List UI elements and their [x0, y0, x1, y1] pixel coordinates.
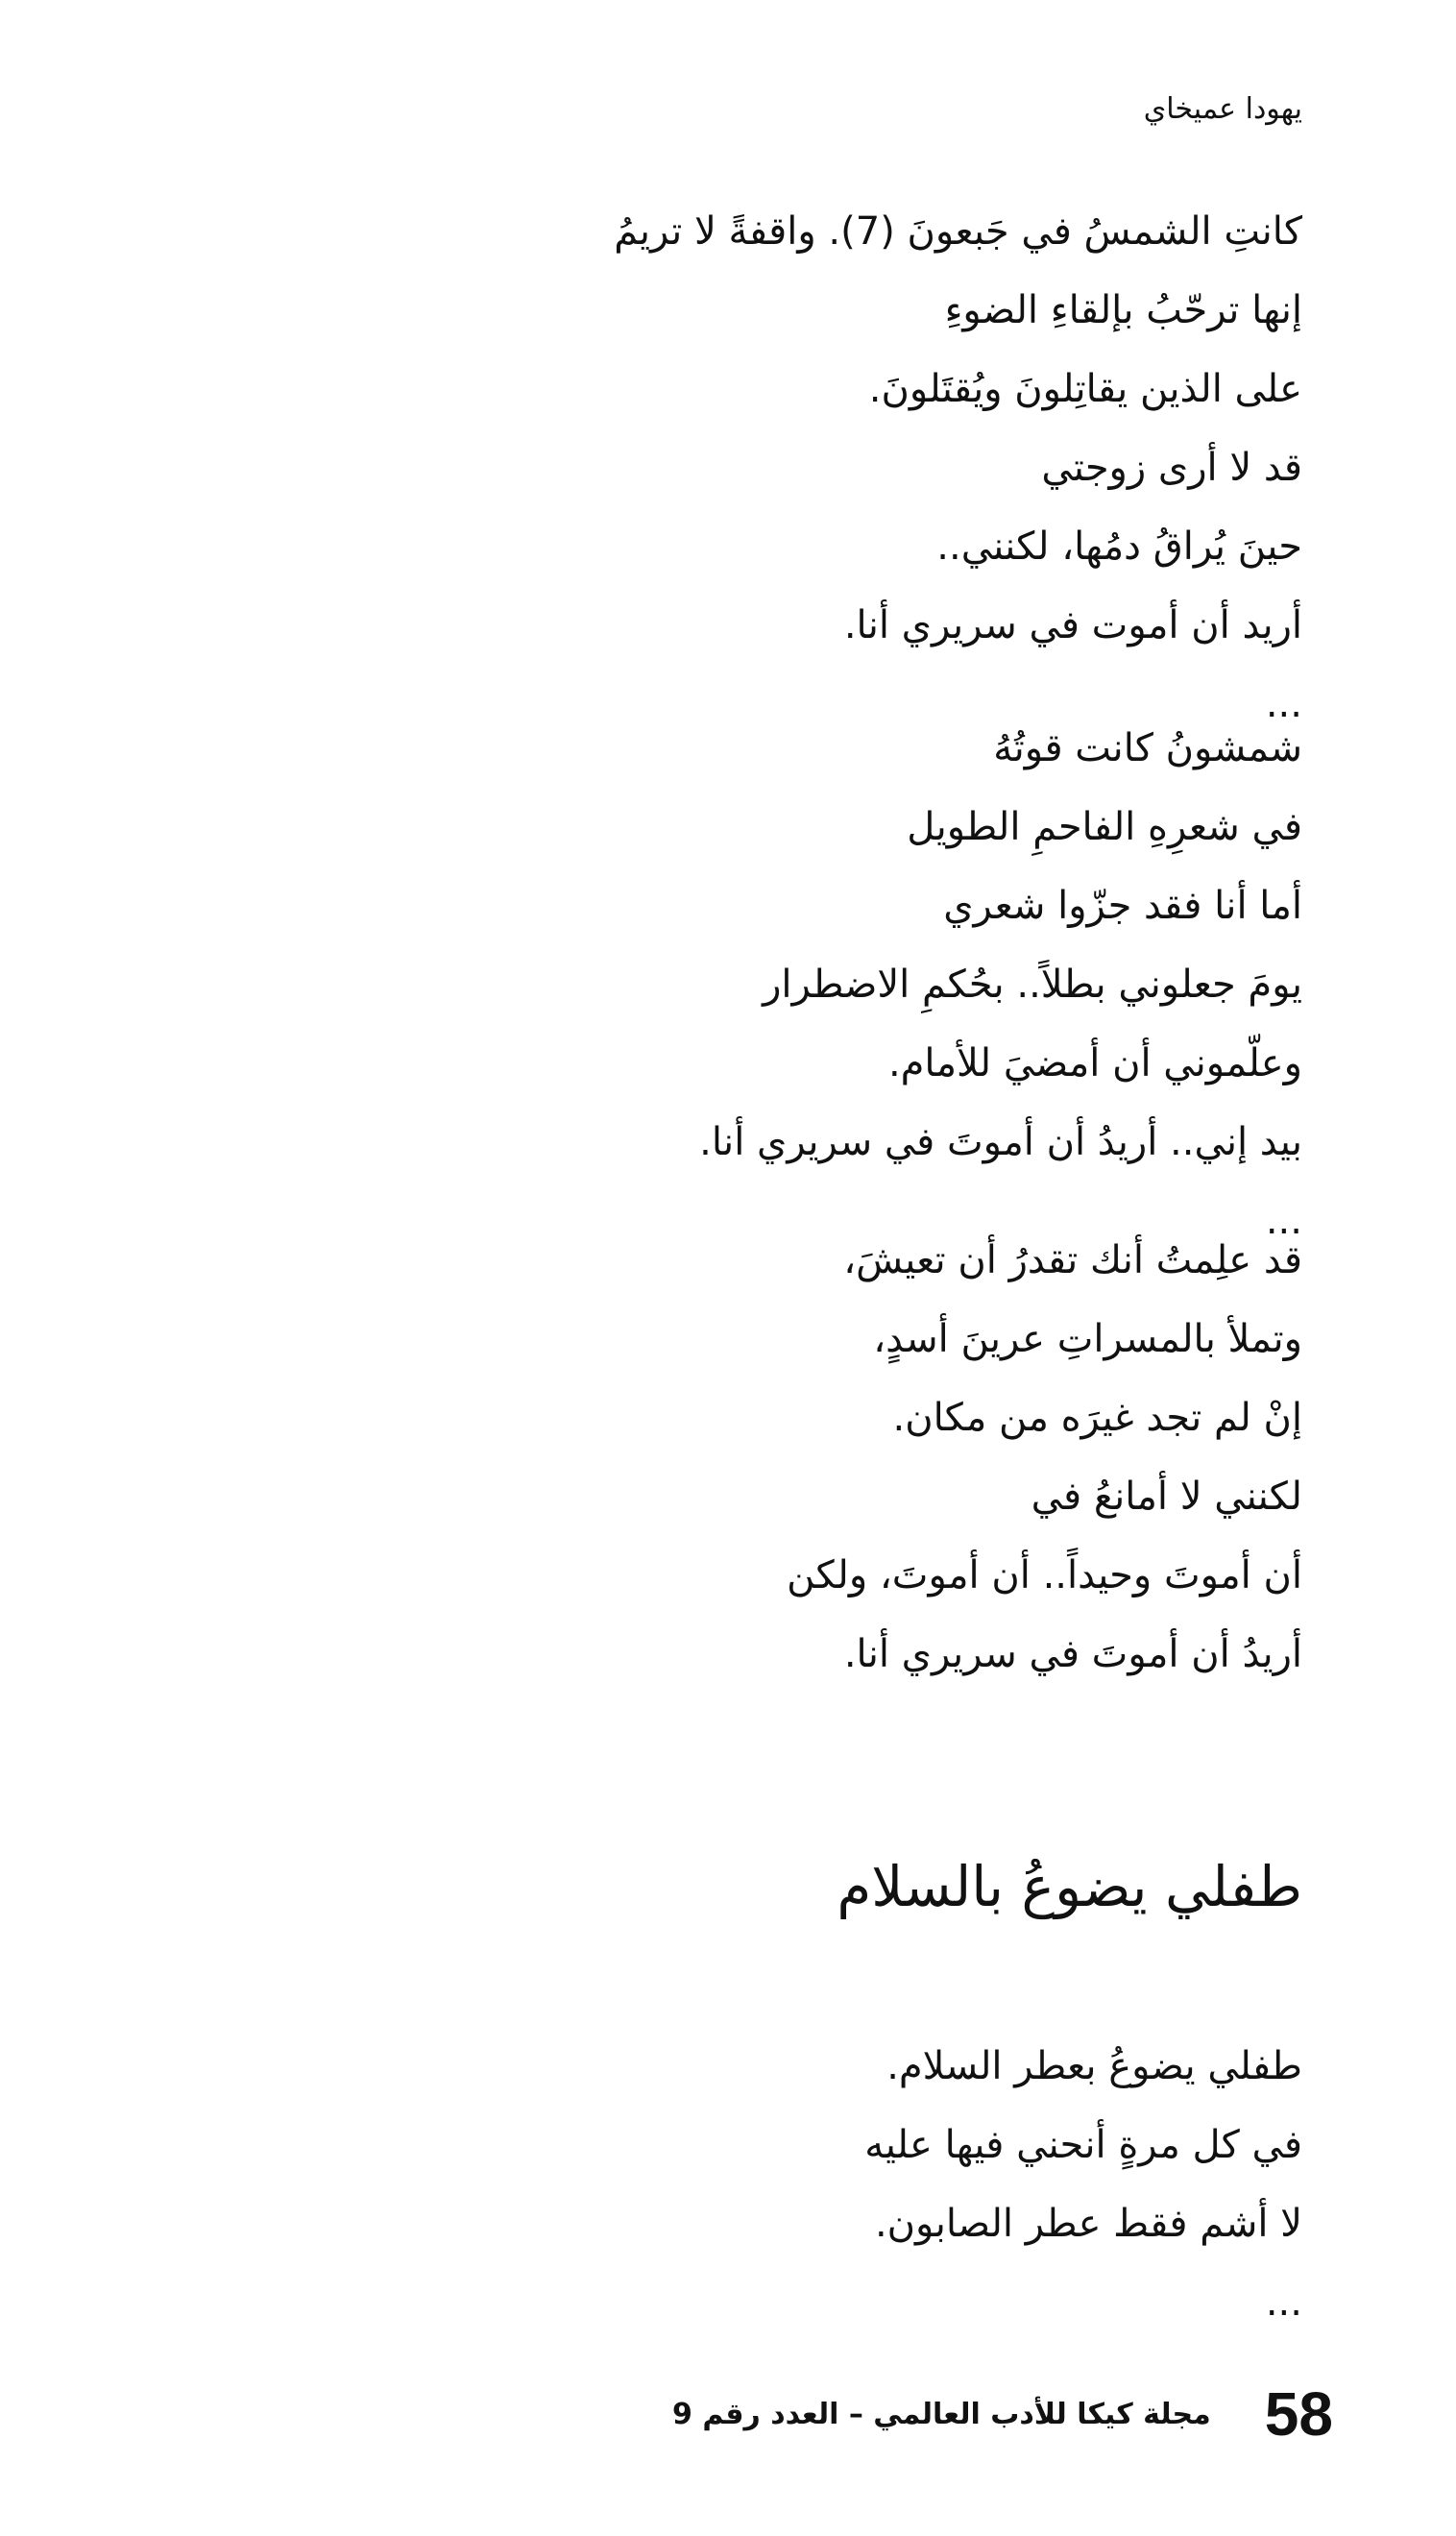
poem-line: في شعرِهِ الفاحمِ الطويل	[907, 805, 1302, 849]
section-ellipsis: ...	[1265, 2280, 1302, 2325]
section-ellipsis: ...	[1265, 1199, 1302, 1243]
poem-line: أريدُ أن أموتَ في سريري أنا.	[843, 1632, 1302, 1676]
poem-line: إنْ لم تجد غيرَه من مكان.	[892, 1396, 1302, 1440]
poem-line: إنها ترحّبُ بإلقاءِ الضوءِ	[944, 288, 1302, 332]
poem-line: أن أموتَ وحيداً.. أن أموتَ، ولكن	[787, 1553, 1302, 1597]
poem-line: قد علِمتُ أنك تقدرُ أن تعيشَ،	[843, 1238, 1302, 1282]
poem-title: طفلي يضوعُ بالسلام	[837, 1854, 1302, 1919]
journal-issue-line: مجلة كيكا للأدب العالمي – العدد رقم 9	[672, 2397, 1211, 2431]
poem-stanza-1	[614, 192, 1302, 744]
poem-line: على الذين يقاتِلونَ ويُقتَلونَ.	[868, 367, 1302, 411]
section-ellipsis: ...	[1265, 682, 1302, 726]
poem-line: كانتِ الشمسُ في جَبعونَ (7). واقفةً لا تريمُ	[614, 209, 1302, 254]
page-footer	[672, 2378, 1333, 2450]
page-number: 58	[1264, 2379, 1333, 2449]
poem-line: في كل مرةٍ أنحني فيها عليه	[864, 2123, 1302, 2167]
poem-line: وعلّموني أن أمضيَ للأمام.	[887, 1041, 1302, 1085]
poem-stanza-4	[864, 2027, 1302, 2342]
poem-line: وتملأ بالمسراتِ عرينَ أسدٍ،	[873, 1317, 1302, 1361]
poem-line: حينَ يُراقُ دمُها، لكنني..	[936, 524, 1302, 569]
poem-line: يومَ جعلوني بطلاً.. بحُكمِ الاضطرار	[763, 963, 1302, 1007]
poem-line: قد لا أرى زوجتي	[1041, 446, 1302, 490]
poem-line: أما أنا فقد جزّوا شعري	[943, 884, 1302, 928]
running-header-author: يهودا عميخاي	[1143, 92, 1302, 126]
poem-line: طفلي يضوعُ بعطر السلام.	[886, 2044, 1302, 2088]
poem-line: شمشونُ كانت قوتُهُ	[993, 726, 1302, 770]
poem-line: لا أشم فقط عطر الصابون.	[874, 2202, 1302, 2246]
poem-stanza-2	[699, 709, 1302, 1260]
poem-line: بيد إني.. أريدُ أن أموتَ في سريري أنا.	[699, 1120, 1302, 1164]
poem-line: أريد أن أموت في سريري أنا.	[843, 603, 1302, 647]
poem-line: لكنني لا أمانعُ في	[1031, 1475, 1302, 1519]
poem-stanza-3	[787, 1221, 1302, 1694]
